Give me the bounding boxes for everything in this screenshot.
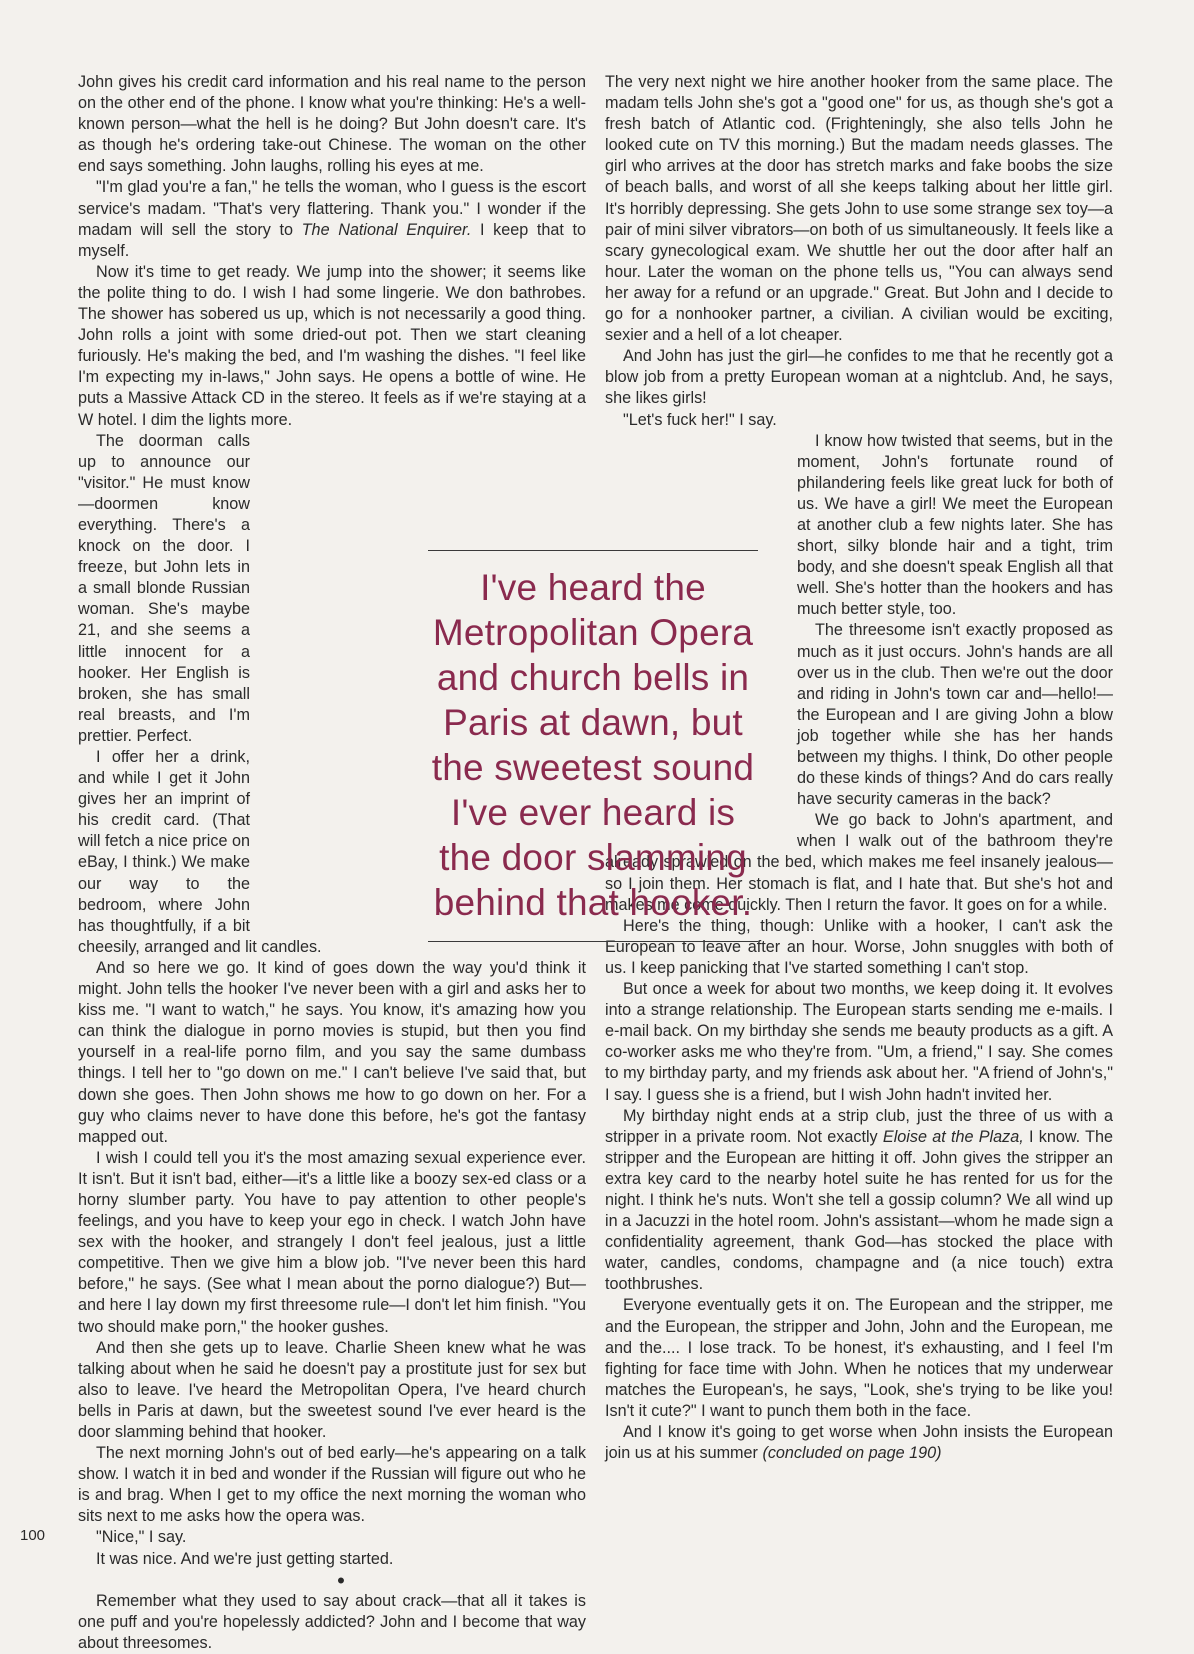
paragraph: The very next night we hire another hooker from the same place. The madam tells John she's got a "good one" for us, as though she's got a fresh batch of Atlantic cod. (Frighteningly, she also tells John he looked cute on TV this morning.) But the madam needs glasses. The girl who arrives at the door has stretch marks and fake boobs the size of beach balls, and worst of all she keeps talking about her little girl. It's horribly depressing. She gets John to use some strange sex toy—a pair of mini silver vibrators—on both of us simultaneously. It feels like a scary gynecological exam. We shuttle her out the door after half an hour. Later the woman on the phone tells us, "You can always send her away for a refund or an upgrade." Great. But John and I decide to go for a nonhooker partner, a civilian. A civilian would be exciting, sexier and a hell of a lot cheaper. [605, 73, 1113, 345]
paragraph: "Let's fuck her!" I say. [623, 410, 777, 429]
paragraph: John gives his credit card information and his real name to the person on the other end of the phone. I know what you're thinking: He's a well-known person—what the hell is he doing? But John doesn't care. It's as though he's ordering take-out Chinese. The woman on the other end says something. John laughs, rolling his eyes at me. [78, 73, 586, 176]
paragraph: Remember what they used to say about crack—that all it takes is one puff and you're hopelessly addicted? John and I become that way about threesomes. [78, 1591, 586, 1652]
paragraph: Now it's time to get ready. We jump into the shower; it seems like the polite thing to do. I wish I had some lingerie. We don bathrobes. The shower has sobered us up, which is not necessarily a good thing. John rolls a joint with some dried-out pot. Then we start cleaning furiously. He's making the bed, and I'm washing the dishes. "I feel like I'm expecting my in-laws," John says. He opens a bottle of wine. He puts a Massive Attack CD in the stereo. It feels as if we're staying at a W hotel. I dim the lights more. [78, 262, 586, 429]
paragraph: And I know it's going to get worse when John insists the European join us at his summer (concluded on page 190) [605, 1423, 1113, 1463]
paragraph: It was nice. And we're just getting started. [96, 1549, 394, 1568]
paragraph: I offer her a drink, and while I get it John gives her an imprint of his credit card. (That will fetch a nice price on eBay, I think.) We make our way to the bedroom, where John has thoughtfully, if a bit cheesily, arranged and lit candles. [78, 748, 322, 956]
paragraph: My birthday night ends at a strip club, just the three of us with a stripper in a private room. Not exactly Eloise at the Plaza, I know. The stripper and the European are hitting it off. John gives the stripper an extra key card to the nearby hotel suite he has rented for us for the night. I think he's nuts. Won't she tell a gossip column? We all wind up in a Jacuzzi in the hotel room. John's assistant—whom he made sign a confidentiality agreement, thank God—has stocked the place with water, candles, condoms, champagne and (a nice touch) extra toothbrushes. [605, 1106, 1113, 1294]
continuation-note: (concluded on page 190) [762, 1444, 942, 1463]
paragraph: I wish I could tell you it's the most amazing sexual experience ever. It isn't. But it isn't bad, either—it's a little like a boozy sex-ed class or a horny slumber party. You have to pay attention to other people's feelings, and you have to keep your ego in check. I watch John have sex with the hooker, and strangely I don't feel jealous, just a little competitive. Then we give him a blow job. "I've never been this hard before," he says. (See what I mean about the porno dialogue?) But—and here I lay down my first threesome rule—I don't let him finish. "You two should make porn," the hooker gushes. [78, 1148, 586, 1336]
paragraph: The next morning John's out of bed early—he's appearing on a talk show. I watch it in bed and wonder if the Russian will figure out who he is and brag. When I get to my office the next morning the woman who sits next to me asks how the opera was. [78, 1444, 586, 1526]
paragraph: And so here we go. It kind of goes down the way you'd think it might. John tells the hooker I've never been with a girl and asks her to kiss me. "I want to watch," he says. You know, it's amazing how you can think the dialogue in porno movies is stupid, but then you find yourself in a real-life porno film, and you say the same dumbass things. I tell her to "go down on me." I can't believe I've said that, but down she goes. Then John shows me how to go down on her. For a guy who claims never to have done this before, he's got the fantasy mapped out. [78, 958, 586, 1146]
paragraph: But once a week for about two months, we keep doing it. It evolves into a strange relationship. The European starts sending me e-mails. I e-mail back. On my birthday she sends me beauty products as a gift. A co-worker asks me who they're from. "Um, a friend," I say. She comes to my birthday party, and my friends ask about her. "A friend of John's," I say. I guess she is a friend, but I wish John hadn't invited her. [605, 980, 1113, 1104]
paragraph: I know how twisted that seems, but in the moment, John's fortunate round of philandering feels like great luck for both of us. We have a girl! We meet the European at another club a few nights later. She has short, silky blonde hair and a tight, trim body, and she doesn't speak English all that well. She's hotter than the hookers and has much better style, too. [797, 431, 1113, 619]
paragraph: Here's the thing, though: Unlike with a hooker, I can't ask the European to leave after an hour. Worse, John snuggles with both of us. I keep panicking that I've started something I can't stop. [605, 916, 1113, 977]
paragraph: And then she gets up to leave. Charlie Sheen knew what he was talking about when he said he doesn't pay a prostitute just for sex but also to leave. I've heard the Metropolitan Opera, I've heard church bells in Paris at dawn, but the sweetest sound I've ever heard is the door slamming behind that hooker. [78, 1338, 586, 1441]
paragraph: Everyone eventually gets it on. The European and the stripper, me and the European, the stripper and John, John and the European, me and the.... I lose track. To be honest, it's exhausting, and I feel I'm fighting for face time with John. When he notices that my underwear matches the European's, he says, "Look, she's trying to be like you! Isn't it cute?" I want to punch them both in the face. [605, 1296, 1113, 1420]
paragraph: The threesome isn't exactly proposed as much as it just occurs. John's hands are all over us in the club. Then we're out the door and riding in John's town car and—hello!—the European and I are giving John a blow job together while she has her hands between my thighs. I think, Do other people do these kinds of things? And do cars really have security cameras in the back? [797, 621, 1113, 809]
page-number: 100 [20, 1527, 46, 1544]
pull-quote: I've heard the Metropolitan Opera and church bells in Paris at dawn, but the sweetest sound I've ever heard is the door slamming behind that hooker. [428, 550, 758, 942]
paragraph: And John has just the girl—he confides to me that he recently got a blow job from a pretty European woman at a nightclub. And, he says, she likes girls! [605, 347, 1113, 408]
paragraph: "Nice," I say. [96, 1528, 187, 1547]
paragraph: The doorman calls up to announce our "visitor." He must know—doormen know everything. There's a knock on the door. I freeze, but John lets in a small blonde Russian woman. She's maybe 21, and she seems a little innocent for a hooker. Her English is broken, she has small real breasts, and I'm prettier. Perfect. [78, 431, 250, 745]
paragraph: "I'm glad you're a fan," he tells the woman, who I guess is the escort service's madam. "That's very flattering. Thank you." I wonder if the madam will sell the story to The National Enquirer. I keep that to myself. [78, 178, 586, 260]
section-break-bullet: • [337, 1567, 345, 1593]
paragraph: We go back to John's apartment, and when I walk out of the bathroom they're already sprawled on the bed, which makes me feel insanely jealous—so I join them. Her stomach is flat, and I hate that. But she's hot and makes me come quickly. Then I return the favor. It goes on for a while. [605, 811, 1113, 914]
